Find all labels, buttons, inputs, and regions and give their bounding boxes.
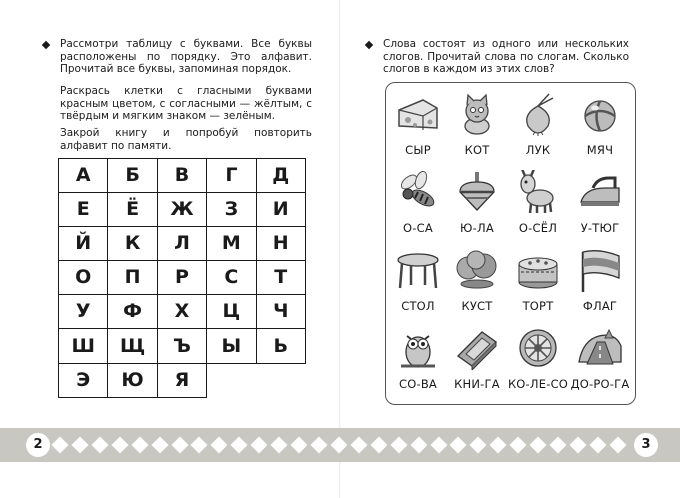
diamond-ornament (171, 437, 188, 454)
word-card (446, 168, 508, 240)
letter-cell: М (207, 227, 256, 261)
diamond-ornament (530, 437, 547, 454)
letter-cell: А (59, 159, 108, 193)
letter-cell: П (108, 261, 157, 295)
letter-cell: Б (108, 159, 157, 193)
alphabet-row (59, 363, 306, 397)
alphabet-table (58, 158, 306, 398)
word-card (507, 90, 569, 162)
diamond-ornament (231, 437, 248, 454)
owl-icon (393, 326, 443, 370)
wasp-icon (393, 170, 443, 214)
wheel-icon (513, 326, 563, 370)
footer-strip (0, 428, 680, 462)
onion-icon (513, 92, 563, 136)
diamond-ornament (91, 437, 108, 454)
bullet-diamond (365, 41, 373, 49)
letter-cell: Т (256, 261, 305, 295)
alphabet-row (59, 193, 306, 227)
word-card (507, 168, 569, 240)
diamond-ornament (271, 437, 288, 454)
flag-icon (575, 248, 625, 292)
table-icon (393, 248, 443, 292)
letter-cell: Щ (108, 329, 157, 363)
letter-cell: У (59, 295, 108, 329)
diamond-ornament (370, 437, 387, 454)
diamond-ornament (589, 437, 606, 454)
diamond-ornament (251, 437, 268, 454)
word-label: КУСТ (461, 299, 493, 313)
ball-icon (575, 92, 625, 136)
diamond-ornament (550, 437, 567, 454)
instruction-paragraph-syllables: Слова состоят из одного или нескольких слогов. Прочитай слова по слогам. Сколько слогов в каждом из этих слов? (383, 38, 629, 76)
diamond-ornament (191, 437, 208, 454)
diamond-ornament (490, 437, 507, 454)
letter-cell: О (59, 261, 108, 295)
letter-cell: Ш (59, 329, 108, 363)
alphabet-row (59, 159, 306, 193)
letter-cell: Ф (108, 295, 157, 329)
letter-cell: Л (157, 227, 206, 261)
diamond-ornament (131, 437, 148, 454)
bullet-diamond (42, 41, 50, 49)
page-gutter (339, 0, 341, 498)
alphabet-row (59, 227, 306, 261)
diamond-ornament (310, 437, 327, 454)
word-label: О-СЁЛ (518, 221, 558, 235)
diamond-ornament (52, 437, 69, 454)
bush-icon (452, 248, 502, 292)
cheese-icon (393, 92, 443, 136)
iron-icon (575, 170, 625, 214)
word-label: ТОРТ (522, 299, 554, 313)
letter-cell: Е (59, 193, 108, 227)
road-icon (575, 326, 625, 370)
diamond-ornament (151, 437, 168, 454)
diamond-ornament (470, 437, 487, 454)
spinning-top-icon (452, 170, 502, 214)
diamond-ornament (390, 437, 407, 454)
word-card (446, 90, 508, 162)
letter-cell: Я (157, 363, 206, 397)
word-label: КНИ-ГА (454, 377, 500, 391)
word-label: СТОЛ (401, 299, 435, 313)
letter-cell: Ы (207, 329, 256, 363)
word-label: КОТ (464, 143, 490, 157)
letter-cell: Н (256, 227, 305, 261)
alphabet-row (59, 295, 306, 329)
letter-cell: В (157, 159, 206, 193)
diamond-ornament (211, 437, 228, 454)
letter-cell: Р (157, 261, 206, 295)
instruction-paragraph-3: Закрой книгу и попробуй повторить алфавит по памяти. (60, 127, 312, 152)
word-label: О-СА (403, 221, 433, 235)
word-label: МЯЧ (586, 143, 614, 157)
diamond-ornament (430, 437, 447, 454)
donkey-icon (513, 170, 563, 214)
diamond-ornament (410, 437, 427, 454)
word-label: ЛУК (525, 143, 551, 157)
page-number-right: 3 (634, 433, 658, 457)
word-card (446, 324, 508, 396)
word-card (569, 168, 631, 240)
empty-cell (256, 363, 305, 397)
letter-cell: Ю (108, 363, 157, 397)
diamond-ornament (71, 437, 88, 454)
empty-cell (207, 363, 256, 397)
word-label: У-ТЮГ (580, 221, 620, 235)
letter-cell: Ь (256, 329, 305, 363)
diamond-ornament (111, 437, 128, 454)
diamond-ornament (450, 437, 467, 454)
letter-cell: Ё (108, 193, 157, 227)
letter-cell: Г (207, 159, 256, 193)
letter-cell: И (256, 193, 305, 227)
letter-cell: Х (157, 295, 206, 329)
diamond-ornament (291, 437, 308, 454)
word-label: ДО-РО-ГА (570, 377, 630, 391)
letter-cell: З (207, 193, 256, 227)
letter-cell: Ъ (157, 329, 206, 363)
letter-cell: Ж (157, 193, 206, 227)
word-card (446, 246, 508, 318)
cat-icon (452, 92, 502, 136)
word-label: СЫР (405, 143, 431, 157)
alphabet-row (59, 329, 306, 363)
instruction-paragraph-2: Раскрась клетки с гласными буквами красным цветом, с согласными — жёлтым, с твёрдым и мягким знаком — зелёным. (60, 85, 312, 123)
book-icon (452, 326, 502, 370)
diamond-ornament (569, 437, 586, 454)
letter-cell: Э (59, 363, 108, 397)
letter-cell: Ч (256, 295, 305, 329)
word-card (569, 246, 631, 318)
word-label: Ю-ЛА (460, 221, 494, 235)
letter-cell: С (207, 261, 256, 295)
diamond-ornament (510, 437, 527, 454)
alphabet-row (59, 261, 306, 295)
diamond-ornament (330, 437, 347, 454)
page-number-left: 2 (26, 433, 50, 457)
diamond-ornament (609, 437, 626, 454)
word-card (569, 324, 631, 396)
word-card (507, 324, 569, 396)
letter-cell: Д (256, 159, 305, 193)
decorative-diamond-row (54, 428, 624, 462)
word-card (569, 90, 631, 162)
cake-icon (513, 248, 563, 292)
letter-cell: Ц (207, 295, 256, 329)
word-label: СО-ВА (399, 377, 437, 391)
word-card (507, 246, 569, 318)
instruction-paragraph-1: Рассмотри таблицу с буквами. Все буквы расположены по порядку. Это алфавит. Прочитай все буквы, запоминая порядок. (60, 38, 312, 76)
letter-cell: Й (59, 227, 108, 261)
syllable-words-panel (385, 82, 636, 405)
letter-cell: К (108, 227, 157, 261)
word-label: КО-ЛЕ-СО (507, 377, 569, 391)
word-label: ФЛАГ (582, 299, 618, 313)
diamond-ornament (350, 437, 367, 454)
